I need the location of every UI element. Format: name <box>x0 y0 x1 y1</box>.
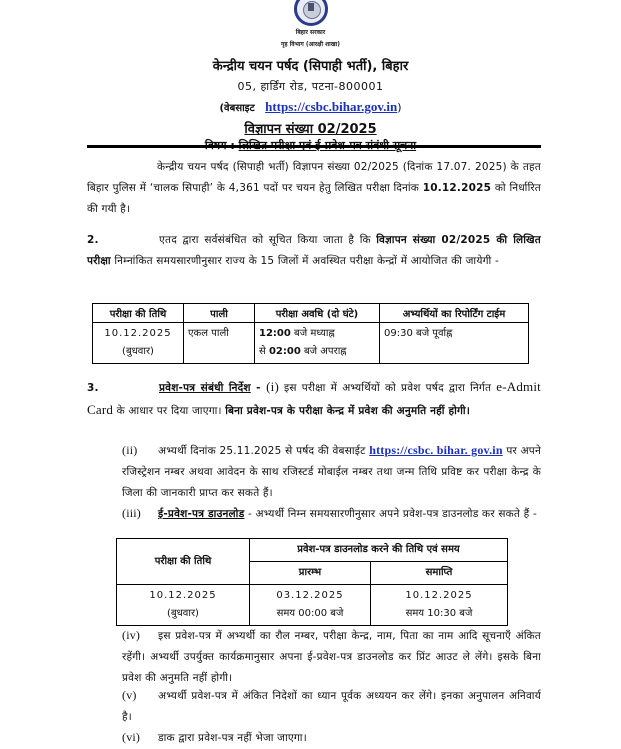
item-iii-text: - अभ्यर्थी निम्न समयसारणीनुसार अपने प्रवेश-पत्र डाउनलोड कर सकते हैं - <box>244 508 537 520</box>
website-line <box>0 99 621 115</box>
cell-date <box>93 323 184 364</box>
end-prefix: से <box>259 346 269 357</box>
para3-number: 3. <box>87 382 99 394</box>
end-suffix: बजे अपराह्न <box>300 346 347 357</box>
item-ii-marker: (ii) <box>122 443 138 457</box>
para2-text-a: एतद द्वारा सर्वसंबंधित को सूचित किया जाता है कि <box>159 234 377 246</box>
cell-duration <box>255 323 380 364</box>
cell-shift: एकल पाली <box>184 323 255 364</box>
cell-exam-date <box>117 585 250 626</box>
th-download-group: प्रवेश-पत्र डाउनलोड करने की तिथि एवं समय <box>250 539 508 562</box>
th-exam-date: परीक्षा की तिथि <box>93 304 184 323</box>
item-iv <box>122 625 541 689</box>
e-admit-card: e-Admit Card <box>87 379 541 417</box>
cell-reporting: 09:30 बजे पूर्वाह्न <box>380 323 529 364</box>
table-header-row <box>117 539 508 562</box>
item-iii-marker: (iii) <box>122 506 141 520</box>
website-close: ) <box>397 101 402 114</box>
start-time: समय 00:00 बजे <box>276 608 344 619</box>
item-i-marker: (i) <box>266 379 279 394</box>
table-row <box>117 585 508 626</box>
paragraph-3 <box>87 376 541 422</box>
item-iii <box>122 503 541 525</box>
end-time: 02:00 <box>268 346 301 357</box>
th-end: समाप्ति <box>371 562 508 585</box>
para1-text-a: केन्द्रीय चयन पर्षद (सिपाही भर्ती) विज्ञापन संख्या 02/2025 (दिनांक 17.07. 2025) के तहत बिहार पुलिस में ‘चालक सिपाही’ के 4,361 पदों पर चयन हेतु लिखित परीक्षा दिनांक <box>87 161 541 194</box>
table-row <box>93 323 529 364</box>
advertisement-number <box>0 119 621 137</box>
paragraph-2 <box>87 230 541 272</box>
item-vi <box>122 727 541 749</box>
exam-schedule-table <box>92 303 529 364</box>
day-value: (बुधवार) <box>167 608 199 619</box>
csbc-website-link[interactable]: https://csbc. bihar. gov.in <box>369 443 503 457</box>
para2-text-b: निम्नांकित समयसारणीनुसार राज्य के 15 जिलों में अवस्थित परीक्षा केन्द्रों में आयोजित की जायेगी - <box>110 255 499 267</box>
table-header-row <box>93 304 529 323</box>
paragraph-1 <box>87 157 541 220</box>
th-reporting-time: अभ्यर्थियों का रिपोर्टिंग टाईम <box>380 304 529 323</box>
advertisement-text: विज्ञापन संख्या 02/2025 <box>244 122 377 137</box>
address: 05, हार्डिंग रोड, पटना-800001 <box>237 80 384 93</box>
website-link[interactable]: https://csbc.bihar.gov.in <box>265 99 398 114</box>
start-date: 03.12.2025 <box>276 590 344 601</box>
item-ii-text-b: पर अपने रजिस्ट्रेशन नम्बर अथवा आवेदन के साथ रजिस्टर्ड मोबाईल नम्बर तथा जन्म तिथि प्रविष्ट कर परीक्षा केन्द्र के जिला की जानकारी प्राप्त कर सकते हैं। <box>122 445 542 499</box>
admit-card-instructions-heading: प्रवेश-पत्र संबंधी निर्देश <box>159 382 251 394</box>
end-time: समय 10:30 बजे <box>405 608 473 619</box>
th-start: प्रारम्भ <box>250 562 371 585</box>
item-v <box>122 685 541 728</box>
cell-start <box>250 585 371 626</box>
para1-text-b: को निर्धारित की गयी है। <box>87 182 541 215</box>
emblem-figure <box>308 3 314 11</box>
item-iv-text: इस प्रवेश-पत्र में अभ्यर्थी का रौल नम्बर, परीक्षा केन्द्र, नाम, पिता का नाम आदि सूचनाएँ अंकित रहेंगी। अभ्यर्थी उपर्युक्त कार्यक्रमानुसार अपना ई-प्रवेश-पत्र डाउनलोड कर प्रिंट आउट ले लेंगे। इसके बिना प्रवेश की अनुमति नहीं होगी। <box>122 630 541 684</box>
e-admit-download-heading: ई-प्रवेश-पत्र डाउनलोड <box>158 508 245 520</box>
gov-line: बिहार सरकार <box>295 29 326 36</box>
date-value: 10.12.2025 <box>149 590 217 601</box>
website-label: (वेबसाइट <box>219 103 255 114</box>
th-exam-date: परीक्षा की तिथि <box>117 539 250 585</box>
item-vi-text: डाक द्वारा प्रवेश-पत्र नहीं भेजा जाएगा। <box>158 732 307 744</box>
end-date: 10.12.2025 <box>405 590 473 601</box>
item-i-text-a: इस परीक्षा में अभ्यर्थियों को प्रवेश पर्षद द्वारा निर्गत <box>278 382 497 394</box>
dept-line: गृह विभाग (आरक्षी शाखा) <box>281 41 340 48</box>
item-vi-marker: (vi) <box>122 730 141 744</box>
org-name: केन्द्रीय चयन पर्षद (सिपाही भर्ती), बिहार <box>212 59 409 74</box>
date-value: 10.12.2025 <box>104 328 172 339</box>
start-suffix: बजे मध्याह्न <box>290 328 335 339</box>
header-divider <box>87 145 541 148</box>
para2-bold: विज्ञापन संख्या 02/2025 की लिखित परीक्षा <box>87 234 541 267</box>
th-shift: पाली <box>184 304 255 323</box>
item-iv-marker: (iv) <box>122 628 141 642</box>
item-v-text: अभ्यर्थी प्रवेश-पत्र में अंकित निदेशों का ध्यान पूर्वक अध्ययन कर लेंगे। इनका अनुपालन अनिवार्य है। <box>122 690 541 723</box>
admit-card-download-table <box>116 538 508 626</box>
cell-end <box>371 585 508 626</box>
para2-number: 2. <box>87 234 99 246</box>
day-value: (बुधवार) <box>122 346 154 357</box>
item-i-text-b: के आधार पर दिया जाएगा। <box>113 405 226 417</box>
item-ii <box>122 440 541 504</box>
para3-dash: - <box>250 382 267 394</box>
bihar-police-emblem-icon <box>294 0 328 26</box>
item-i-bold: बिना प्रवेश-पत्र के परीक्षा केन्द्र में प्रवेश की अनुमति नहीं होगी। <box>225 405 471 417</box>
th-duration: परीक्षा अवधि (दो घंटे) <box>255 304 380 323</box>
exam-date: 10.12.2025 <box>422 182 492 194</box>
item-v-marker: (v) <box>122 688 137 702</box>
start-time: 12:00 <box>259 328 291 339</box>
item-ii-text-a: अभ्यर्थी दिनांक 25.11.2025 से पर्षद की वेबसाईट <box>158 445 370 457</box>
